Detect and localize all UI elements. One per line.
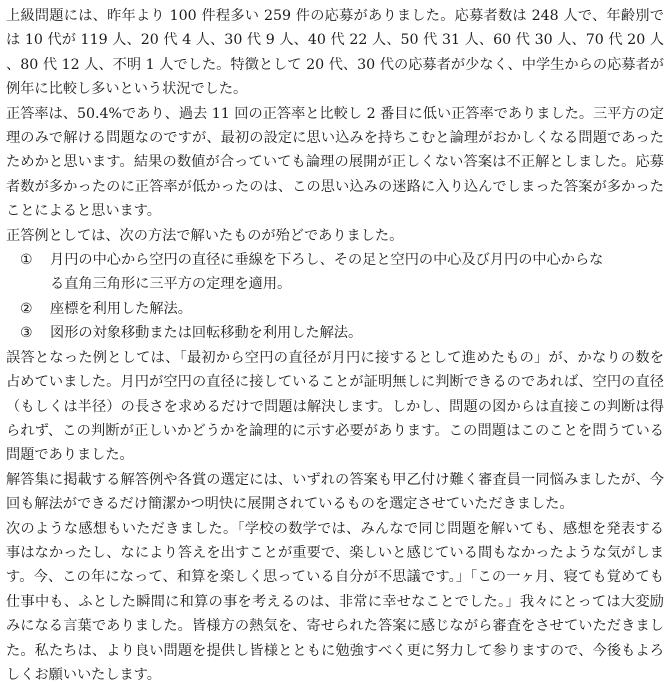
list-item-text: 図形の対象移動または回転移動を利用した解法。 <box>50 325 363 342</box>
paragraph-wrong-answers: 誤答となった例としては、「最初から空円の直径が月円に接するとして進めたもの」が、かなりの数を占めていました。月円が空円の直径に接していることが証明無しに判断できるのであれば、空円の直径（もしくは半径）の長さを求めるだけで問題は解決します。しかし、問題の図からは直接この判断は得られず、この判断が正しいかどうかを論理的に示す必要があります。この問題はこのことを問うている問題でありました。 <box>6 349 664 464</box>
list-item-number: ① <box>20 252 33 269</box>
list-item-number: ② <box>20 300 33 317</box>
list-item-text: 月円の中心から空円の直径に垂線を下ろし、その足と空円の中心及び月円の中心からなる直角三角形に三平方の定理を適用。 <box>50 252 604 293</box>
solution-methods-list <box>6 248 664 346</box>
paragraph-selection: 解答集に掲載する解答例や各賞の選定には、いずれの答案も甲乙付け難く審査員一同悩みましたが、今回も解法ができるだけ簡潔かつ明快に展開されているものを選定させていただきました。 <box>6 471 664 513</box>
list-item <box>6 248 664 297</box>
paragraph-feedback: 次のような感想もいただきました。「学校の数学では、みんなで同じ問題を解いても、感想を発表する事はなかったし、なにより答えを出すことが重要で、楽しいと感じている間もなかったような気がします。今、この年になって、和算を楽しく思っている自分が不思議です。」「この一ヶ月、寝ても覚めても仕事中も、ふとした瞬間に和算の事を考えるのは、非常に幸せなことでした。」我々にとっては大変励みになる言葉でありました。皆様方の熱気を、寄せられた答案に感じながら審査をさせていただきました。私たちは、より良い問題を提供し皆様とともに勉強すべく更に努力して参りますので、今後もよろしくお願いいたします。 <box>6 520 664 683</box>
paragraph-applicants: 上級問題には、昨年より 100 件程多い 259 件の応募がありました。応募者数は 248 人で、年齢別では 10 代が 119 人、20 代 4 人、30 代 9 人、40 代 22 人、50 代 31 人、60 代 30 人、70 代 20 人、80 代 12 人、不明 1 人でした。特徴として 20 代、30 代の応募者が少なく、中学生からの応募者が例年に比較し多いという状況でした。 <box>6 8 664 98</box>
paragraph-accuracy: 正答率は、50.4%であり、過去 11 回の正答率と比較し 2 番目に低い正答率でありました。三平方の定理のみで解ける問題なのですが、最初の設定に思い込みを持ちこむと論理がおかしくなる問題であったためかと思います。結果の数値が合っていても論理の展開が正しくない答案は不正解としました。応募者数が多かったのに正答率が低かったのは、この思い込みの迷路に入り込んでしまった答案が多かったことによると思います。 <box>6 105 664 220</box>
paragraph-methods-intro: 正答例としては、次の方法で解いたものが殆どでありました。 <box>6 227 404 244</box>
list-item <box>6 321 664 345</box>
list-item-text: 座標を利用した解法。 <box>50 300 192 317</box>
list-item <box>6 297 664 321</box>
list-item-number: ③ <box>20 325 33 342</box>
